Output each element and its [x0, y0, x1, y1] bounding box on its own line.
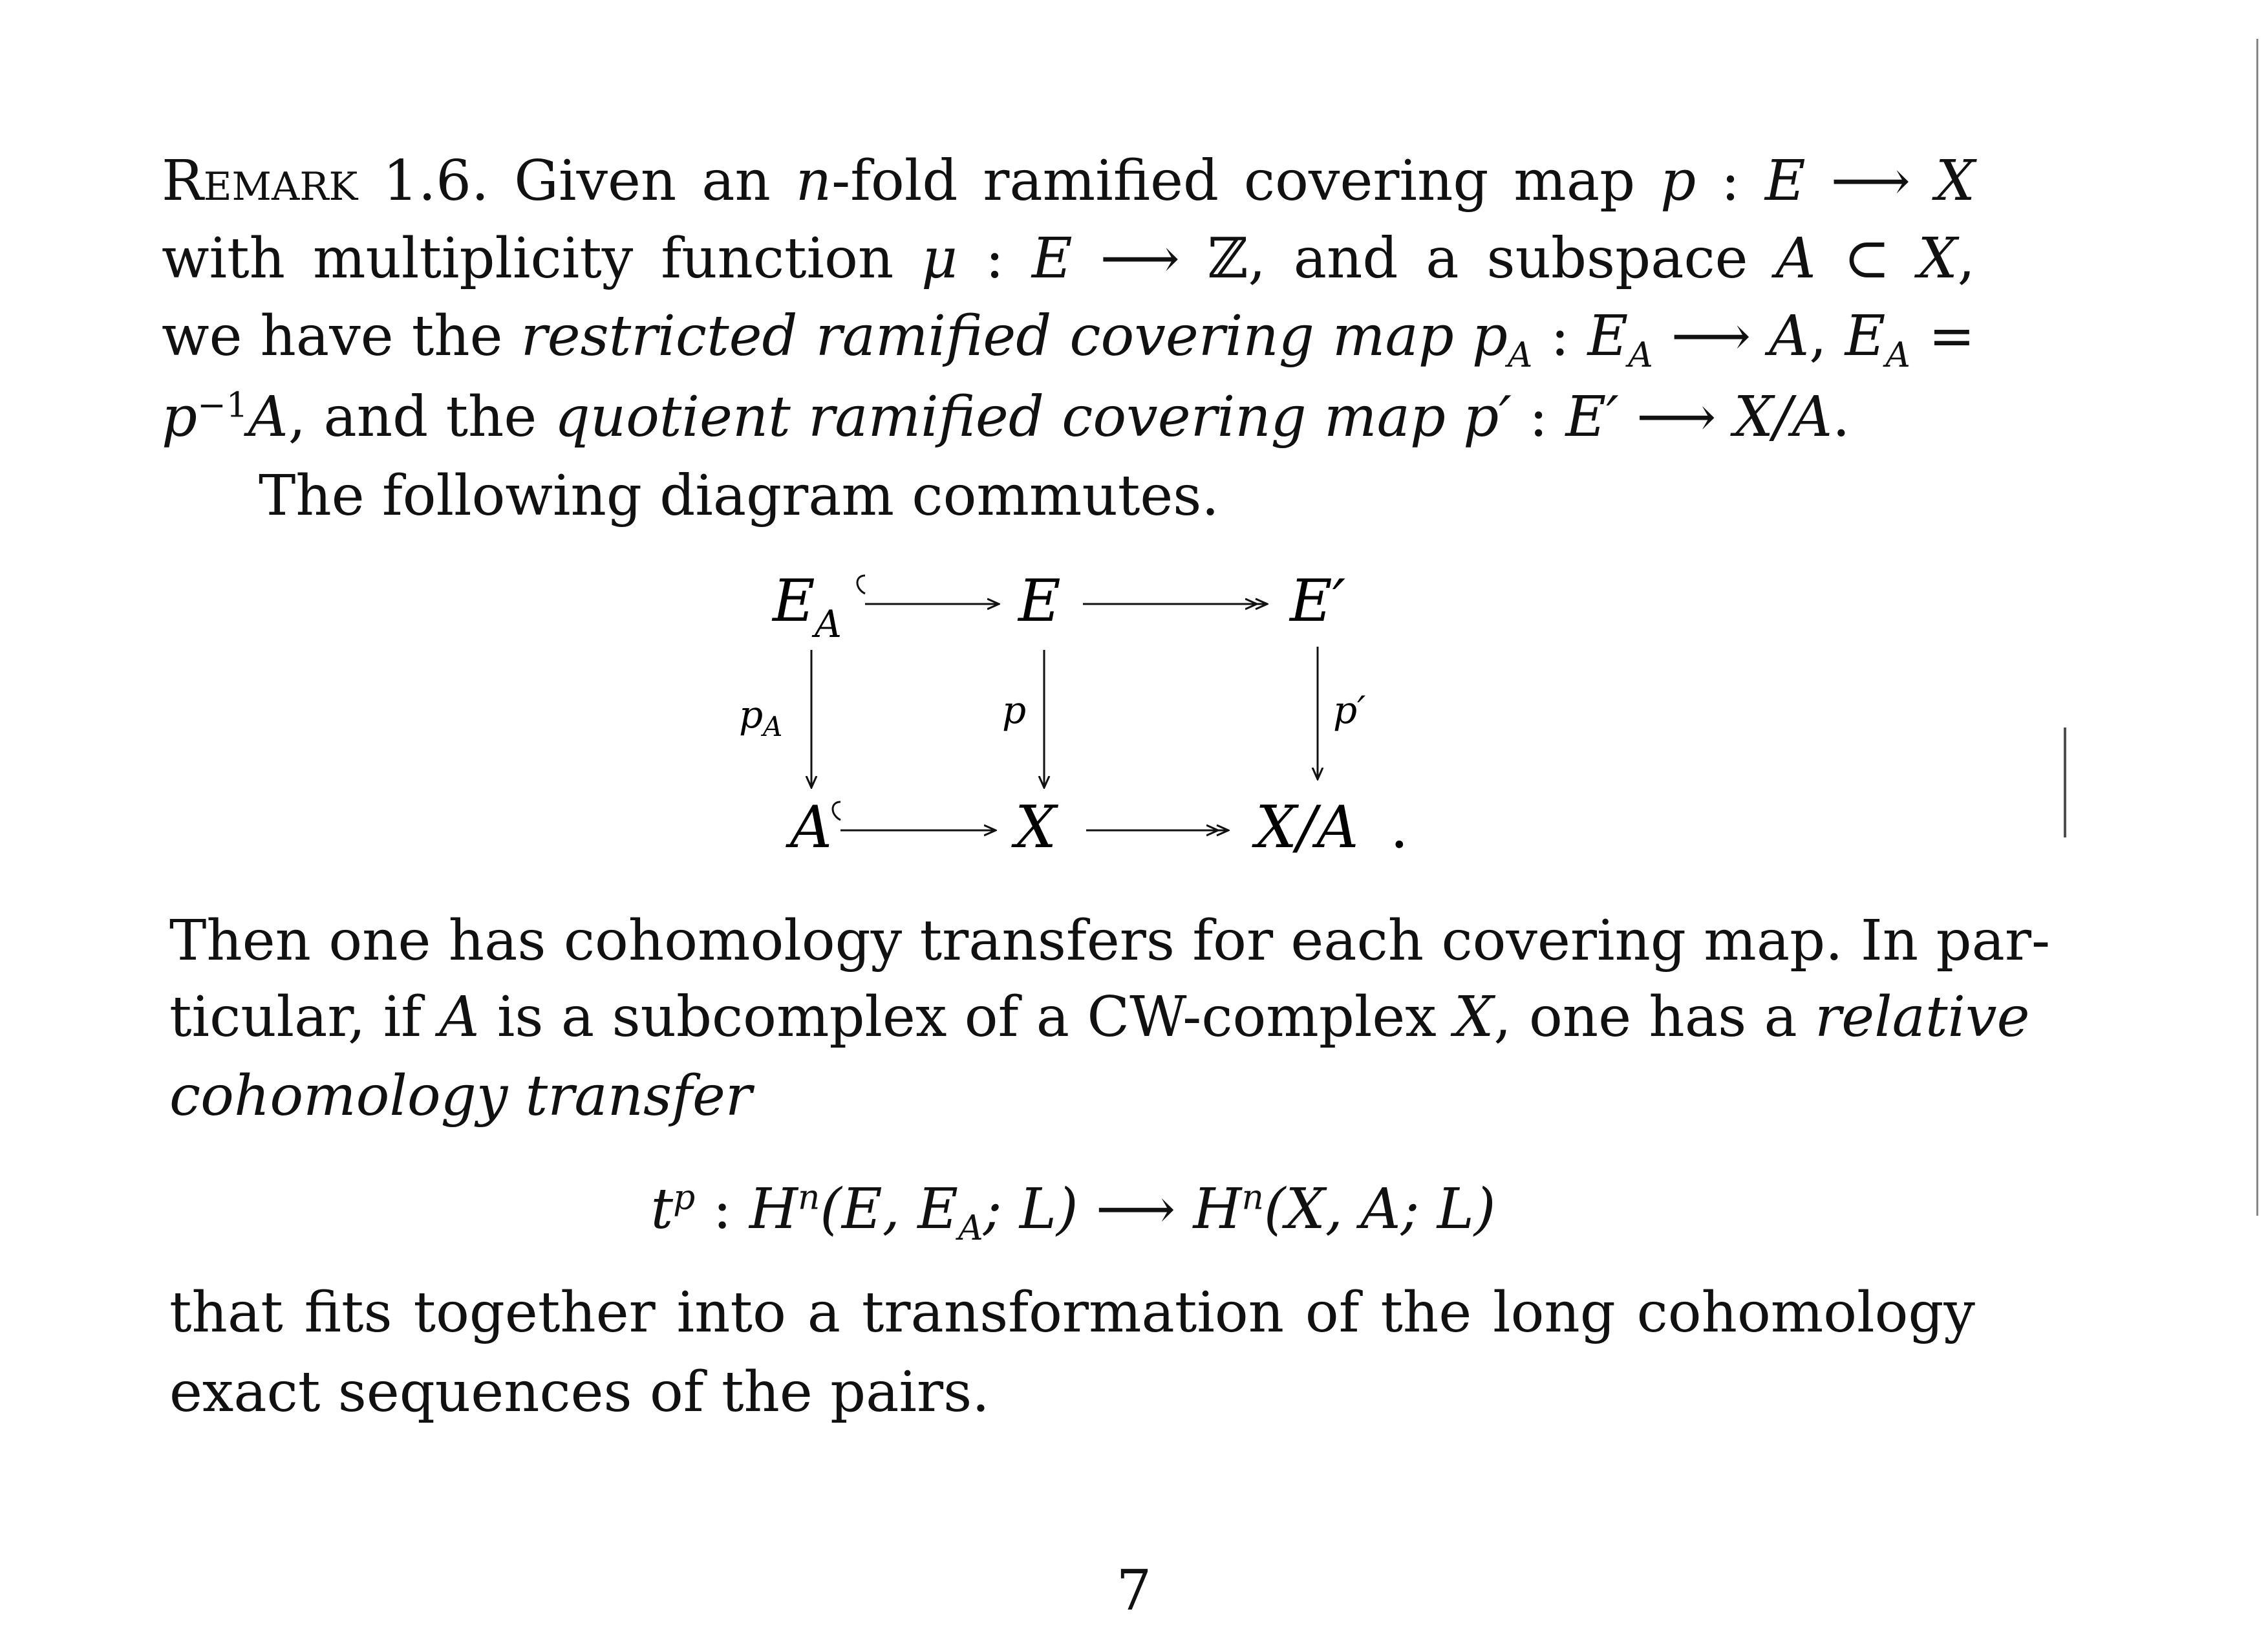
math-X: X: [1918, 226, 1958, 291]
text: we have the: [162, 304, 521, 369]
node-A: A: [790, 793, 832, 861]
text: ,: [1809, 304, 1845, 369]
math-A: A: [439, 985, 480, 1050]
math-sup: −1: [197, 385, 248, 426]
math-p: p: [1471, 304, 1508, 369]
remark-label: Remark: [162, 149, 358, 213]
hook-arrow-tail: [857, 576, 865, 594]
math-sub: A: [1628, 335, 1653, 376]
math-sup: n: [797, 1177, 820, 1218]
math-right-pair: (X, A; L): [1263, 1177, 1496, 1242]
text: is a subcomplex of a CW-complex: [479, 985, 1455, 1050]
text: , and a subspace: [1248, 226, 1776, 291]
display-formula: [0, 1174, 2146, 1249]
math-colon: :: [1532, 304, 1588, 369]
para2-line-2: [169, 982, 2030, 1053]
math-E: E: [1031, 226, 1073, 291]
math-arrow: ⟶: [1078, 1177, 1193, 1242]
math-mu: μ: [921, 226, 958, 291]
scan-margin-line: [2256, 39, 2258, 1216]
math-E: E: [1764, 149, 1806, 213]
text: with multiplicity function: [162, 226, 922, 291]
remark-line-5: The following diagram commutes.: [259, 464, 1219, 528]
math-sub: A: [1885, 335, 1910, 376]
scan-mark: [2064, 727, 2066, 837]
text: -fold ramified covering map: [831, 149, 1661, 213]
math-arrow: ⟶: [1653, 304, 1770, 369]
math-colon: :: [695, 1177, 749, 1242]
para3-line-2: exact sequences of the pairs.: [169, 1360, 990, 1425]
math-equals: =: [1910, 304, 1975, 369]
math-colon: :: [957, 226, 1032, 291]
math-X: X: [1454, 985, 1494, 1050]
text: ticular, if: [169, 985, 440, 1050]
emphasis-relative: relative: [1815, 985, 2030, 1050]
math-E: E: [1587, 304, 1629, 369]
math-colon: :: [1696, 149, 1765, 213]
para2-line-3: cohomology transfer: [169, 1064, 752, 1128]
para3-line-1: that fits together into a transformation of the long cohomology: [169, 1280, 1975, 1345]
math-colon: :: [1511, 385, 1566, 449]
text: .: [1832, 385, 1850, 449]
text: Given an: [514, 149, 796, 213]
emphasis-restricted-map: restricted ramified covering map: [520, 304, 1472, 369]
math-Z: ℤ: [1207, 226, 1248, 291]
math-arrow: ⟶: [1618, 385, 1734, 449]
math-H: H: [749, 1177, 798, 1242]
math-sup: p: [673, 1177, 696, 1218]
label-pA-subscript: A: [763, 711, 783, 742]
math-arrow: ⟶: [1805, 149, 1936, 213]
emphasis-quotient-map: quotient ramified covering map: [554, 385, 1464, 449]
node-EA: E: [773, 567, 815, 635]
math-pprime: p′: [1463, 385, 1512, 449]
math-sub: A: [1507, 335, 1533, 376]
label-pA: p: [739, 693, 764, 737]
math-A: A: [248, 385, 288, 449]
math-A: A: [1775, 226, 1816, 291]
text: , one has a: [1493, 985, 1815, 1050]
math-p: p: [1660, 149, 1696, 213]
text: , and the: [288, 385, 555, 449]
math-n: n: [795, 149, 832, 213]
math-A: A: [1769, 304, 1810, 369]
text: ,: [1957, 226, 1976, 291]
para2-line-1: Then one has cohomology transfers for each covering map. In par-: [169, 909, 2051, 973]
node-XA-period: .: [1390, 793, 1409, 861]
math-sup: n: [1241, 1177, 1264, 1218]
hook-arrow-tail: [833, 802, 840, 820]
node-EA-subscript: A: [815, 602, 842, 646]
node-XA: X/A: [1256, 793, 1359, 861]
label-p: p: [1002, 688, 1027, 732]
remark-number: 1.6.: [383, 149, 489, 213]
math-H: H: [1193, 1177, 1242, 1242]
math-t: t: [650, 1177, 674, 1242]
math-Eprime: E′: [1565, 385, 1619, 449]
math-subset: ⊂: [1815, 226, 1918, 291]
math-XA: X/A: [1733, 385, 1833, 449]
math-left-pair: (E, E: [820, 1177, 959, 1242]
node-Eprime: E′: [1290, 567, 1346, 635]
math-left-pair-end: ; L): [983, 1177, 1078, 1242]
math-p: p: [162, 385, 198, 449]
page-number: 7: [1116, 1558, 1152, 1623]
math-E: E: [1845, 304, 1886, 369]
node-X: X: [1015, 793, 1057, 861]
node-E: E: [1018, 567, 1061, 635]
math-sub: A: [958, 1208, 983, 1249]
label-pprime: p′: [1333, 688, 1366, 732]
math-X: X: [1935, 149, 1976, 213]
math-arrow: ⟶: [1072, 226, 1208, 291]
